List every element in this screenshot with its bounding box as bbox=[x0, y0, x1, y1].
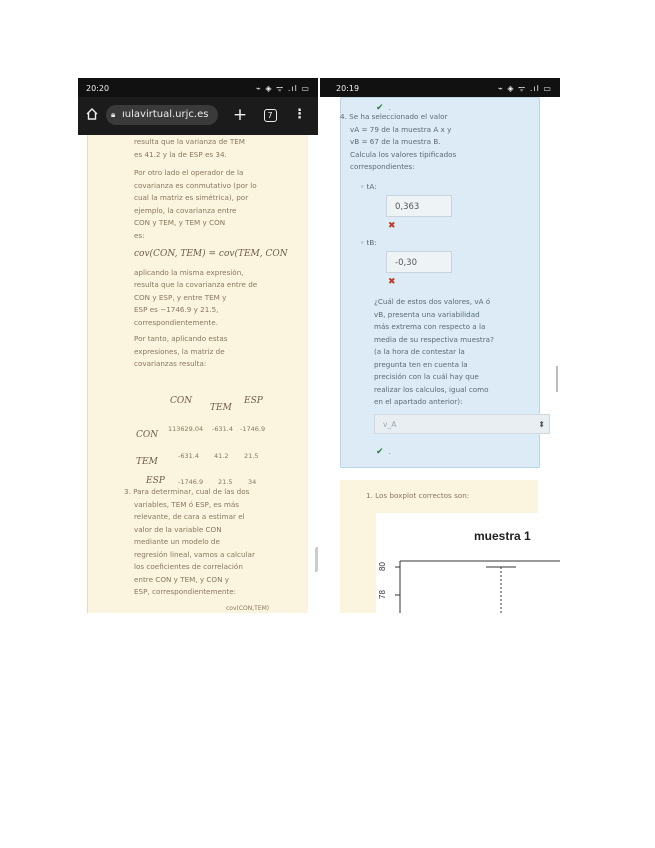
matrix-row-label: ESP bbox=[146, 476, 165, 486]
bottom-check-row bbox=[376, 439, 391, 459]
divider-handle[interactable] bbox=[316, 547, 318, 571]
text-line: más extrema con respecto a la bbox=[374, 322, 486, 331]
matrix-cell: 21.5 bbox=[244, 452, 259, 460]
text-line: pregunta ten en cuenta la bbox=[374, 359, 468, 369]
text-line: Por tanto, aplicando estas bbox=[134, 334, 228, 343]
text-line: vB, presenta una variabilidad bbox=[374, 309, 480, 319]
tab-count-button[interactable] bbox=[262, 109, 278, 122]
covariance-matrix bbox=[134, 396, 314, 496]
text-line: es 41.2 y la de ESP es 34. bbox=[134, 149, 227, 159]
text-line: covarianza es conmutativo (por lo bbox=[134, 180, 257, 190]
answer-select[interactable] bbox=[374, 414, 550, 434]
text-line: media de su respectiva muestra? bbox=[374, 334, 494, 344]
wrong-icon: ✖ bbox=[388, 277, 396, 287]
text-line: variables, TEM ó ESP, es más bbox=[134, 499, 240, 509]
text-line: regresión lineal, vamos a calcular bbox=[134, 549, 255, 559]
matrix-cell: 41.2 bbox=[214, 452, 229, 460]
text-line: valor de la variable CON bbox=[134, 524, 222, 534]
status-icons: ⌁ ◈ ᯤ .ıl ▭ bbox=[498, 84, 552, 93]
select-value: v_A bbox=[383, 420, 397, 429]
formula-line: cov(CON, TEM) = cov(TEM, CON bbox=[134, 249, 288, 259]
status-time: 20:20 bbox=[86, 84, 110, 93]
tA-label: ◦ tA: bbox=[360, 182, 377, 191]
wrong-icon: ✖ bbox=[388, 221, 396, 231]
text-line: correspondientemente. bbox=[134, 317, 218, 327]
tA-input[interactable]: 0,363 bbox=[386, 195, 452, 217]
home-icon[interactable] bbox=[84, 107, 100, 126]
text-line: cual la matriz es simétrica), por bbox=[134, 193, 249, 202]
url-text: ıulavirtual.urjc.es bbox=[122, 109, 209, 120]
text-line: vB = 67 de la muestra B. bbox=[350, 137, 441, 146]
boxplot-svg bbox=[376, 513, 560, 613]
status-time: 20:19 bbox=[336, 84, 360, 93]
matrix-row-label: CON bbox=[136, 430, 159, 440]
matrix-cell: -631.4 bbox=[212, 425, 233, 433]
text-line: expresiones, la matriz de bbox=[134, 346, 225, 356]
question-4-text bbox=[340, 111, 530, 174]
new-tab-button[interactable]: + bbox=[232, 105, 248, 125]
text-line: Calcula los valores tipificados bbox=[350, 149, 457, 159]
select-arrow-icon: ⬍ bbox=[538, 420, 545, 429]
text-line: es: bbox=[134, 230, 145, 240]
text-line: ESP, correspondientemente: bbox=[134, 587, 237, 596]
left-status-bar bbox=[78, 78, 318, 97]
chart-title: muestra 1 bbox=[474, 529, 531, 543]
check-icon: ✔ bbox=[376, 447, 384, 457]
tB-input[interactable]: -0,30 bbox=[386, 251, 452, 273]
text-line: entre CON y TEM, y CON y bbox=[134, 574, 230, 584]
text-line: resulta que la covarianza entre de bbox=[134, 280, 258, 289]
tab-count: 7 bbox=[264, 109, 277, 122]
browser-toolbar bbox=[78, 97, 318, 135]
check-icon: ✔ bbox=[376, 103, 384, 113]
question-text bbox=[374, 296, 544, 409]
matrix-cell: -631.4 bbox=[178, 452, 199, 460]
panel-left-border bbox=[87, 135, 88, 613]
text-line: mediante un modelo de bbox=[134, 537, 220, 546]
item-3-text bbox=[124, 486, 314, 599]
check-dot: . bbox=[388, 103, 391, 112]
text-line: CON y TEM, y TEM y CON bbox=[134, 218, 226, 227]
text-line: precisión con la cuál hay que bbox=[374, 372, 479, 381]
status-icons: ⌁ ◈ ᯤ .ıl ▭ bbox=[256, 84, 310, 93]
matrix-cell: -1746.9 bbox=[240, 425, 266, 433]
matrix-cell: -1746.9 bbox=[178, 478, 204, 486]
right-phone bbox=[320, 78, 560, 613]
right-scroll-handle[interactable] bbox=[556, 366, 558, 392]
text-line: en el apartado anterior): bbox=[374, 397, 463, 406]
right-status-bar bbox=[320, 78, 560, 97]
text-line: correspondientes: bbox=[350, 162, 415, 171]
text-line: vA = 79 de la muestra A x y bbox=[350, 124, 452, 134]
tB-label: ◦ tB: bbox=[360, 238, 377, 247]
text-line: Por otro lado el operador de la bbox=[134, 168, 244, 177]
matrix-col-header: CON bbox=[170, 396, 193, 406]
text-line: CON y ESP, y entre TEM y bbox=[134, 292, 227, 302]
text-line: los coeficientes de correlación bbox=[134, 562, 243, 571]
text-line: ejemplo, la covarianza entre bbox=[134, 205, 237, 215]
check-dot: . bbox=[388, 447, 391, 456]
boxplot-heading: 1. Los boxplot correctos son: bbox=[366, 491, 470, 500]
y-tick-label: 80 bbox=[377, 562, 387, 571]
text-line: ¿Cuál de estos dos valores, vA ó bbox=[374, 297, 491, 306]
text-line: realizar los calculos, igual como bbox=[374, 384, 489, 394]
matrix-cell: 21.5 bbox=[218, 478, 233, 486]
matrix-cell: 34 bbox=[248, 478, 257, 486]
explanation-text bbox=[134, 136, 334, 371]
menu-icon[interactable]: ⋮ bbox=[293, 107, 306, 122]
text-line: (a la hora de contestar la bbox=[374, 347, 465, 356]
matrix-row-label: TEM bbox=[136, 457, 158, 467]
text-line: covarianzas resulta: bbox=[134, 359, 207, 368]
text-line: resulta que la varianza de TEM bbox=[134, 137, 245, 146]
text-line: aplicando la misma expresión, bbox=[134, 267, 244, 277]
text-line: 4. Se ha seleccionado el valor bbox=[340, 112, 448, 121]
cutoff-formula: cov(CON,TEM) bbox=[226, 605, 270, 612]
text-line: relevante, de cara a estimar el bbox=[134, 512, 245, 521]
matrix-col-header: ESP bbox=[244, 396, 263, 406]
lock-icon: 🔒︎ bbox=[111, 110, 116, 119]
address-bar[interactable] bbox=[106, 105, 218, 125]
text-line: 3. Para determinar, cual de las dos bbox=[124, 487, 250, 496]
y-tick-label: 78 bbox=[377, 590, 387, 599]
boxplot-chart bbox=[376, 513, 560, 613]
matrix-col-header: TEM bbox=[210, 403, 232, 413]
text-line: ESP es −1746.9 y 21.5, bbox=[134, 305, 219, 314]
matrix-cell: 113629.04 bbox=[168, 425, 204, 433]
left-phone bbox=[78, 78, 318, 613]
